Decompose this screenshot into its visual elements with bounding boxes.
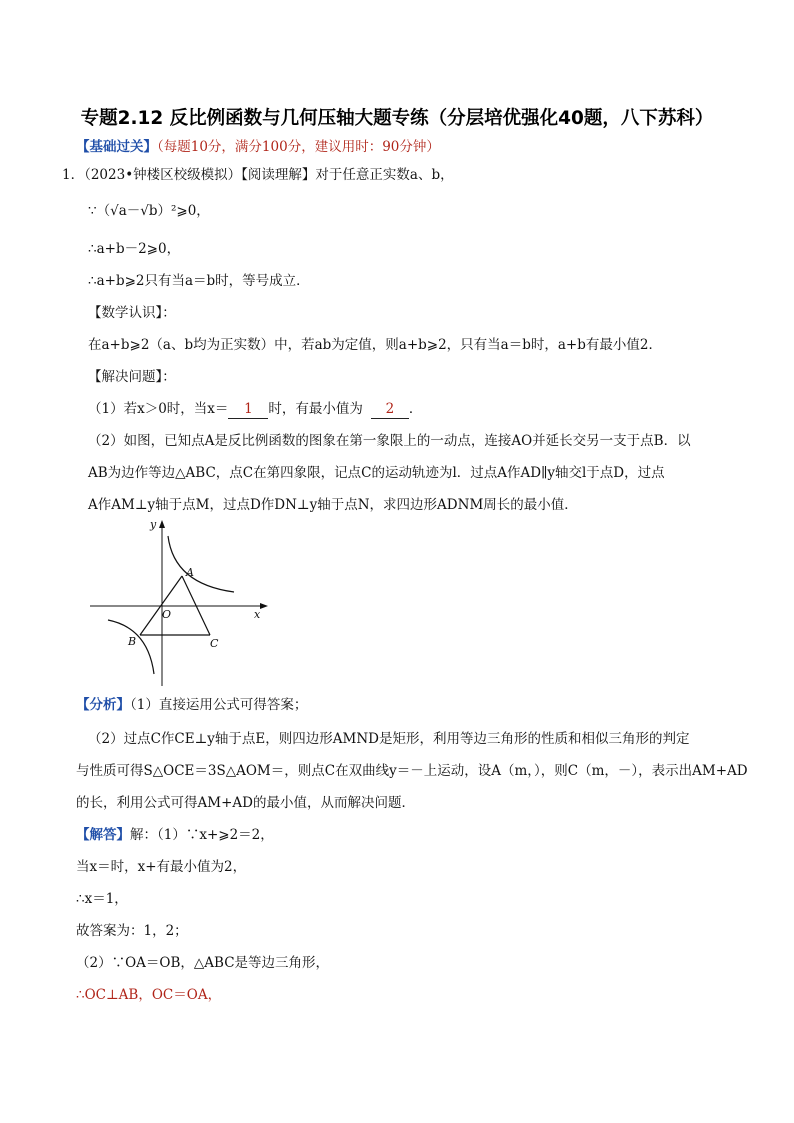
subsection-heading: 【数学认识】： — [88, 305, 176, 321]
analysis-line-2: （2）过点C作CE⊥y轴于点E，则四边形AMND是矩形，利用等边三角形的性质和相似三角形的判定 — [88, 731, 690, 747]
part-1-prefix: （1）若x＞0时，当x＝ — [88, 401, 229, 417]
answer-blank-2: 2 — [371, 400, 409, 419]
page-title: 专题2.12 反比例函数与几何压轴大题专练（分层培优强化40题，八下苏科） — [80, 108, 714, 129]
analysis-line-1 — [76, 696, 307, 714]
subsection-heading: 【解决问题】： — [88, 369, 176, 385]
question-line-3: ∴a+b⩾2只有当a＝b时，等号成立． — [88, 273, 310, 289]
analysis-line-3: 与性质可得S△OCE＝3S△AOM＝，则点C在双曲线y＝－上运动，设A（m，），则C（m，－），表示出AM+AD — [76, 763, 748, 779]
section-header — [76, 138, 440, 156]
y-axis-arrow — [159, 520, 165, 528]
part-2-line-c: A作AM⊥y轴于点M，过点D作DN⊥y轴于点N，求四边形ADNM周长的最小值． — [88, 497, 578, 513]
question-line-1: ∵（√a－√b）²⩾0， — [88, 203, 210, 219]
solution-line-2: 当x＝时，x+有最小值为2， — [76, 859, 247, 875]
part-2-line-b: AB为边作等边△ABC，点C在第四象限，记点C的运动轨迹为l．过点A作AD∥y轴交l于点D，过点 — [88, 465, 665, 481]
part-1-line — [88, 400, 422, 419]
solution-line-1 — [76, 826, 274, 844]
question-line-2: ∴a+b－2⩾0， — [88, 241, 181, 257]
hyperbola-figure — [88, 514, 274, 690]
x-axis-label: x — [254, 608, 261, 621]
analysis-tag: 【分析】 — [76, 697, 130, 713]
y-axis-label: y — [150, 518, 157, 531]
solution-line-3: ∴x＝1， — [76, 891, 128, 907]
answer-blank-1: 1 — [228, 400, 268, 419]
section-note: （每题10分，满分100分，建议用时：90分钟） — [157, 139, 440, 155]
hyperbola-branch-q1 — [168, 536, 234, 592]
origin-label: O — [162, 608, 172, 621]
question-line-4: 在a+b⩾2（a、b均为正实数）中，若ab为定值，则a+b⩾2，只有当a＝b时，a+b有最小值2． — [88, 337, 662, 353]
part-1-middle: 时，有最小值为 — [268, 401, 363, 417]
point-c-label: C — [210, 637, 219, 650]
section-tag: 【基础过关】 — [76, 139, 157, 155]
solution-text-1: 解：（1）∵x+⩾2＝2， — [130, 827, 274, 843]
solution-line-5: （2）∵OA＝OB，△ABC是等边三角形， — [76, 955, 330, 971]
part-1-end: ． — [408, 401, 423, 417]
solution-tag: 【解答】 — [76, 827, 130, 843]
point-b-label: B — [128, 635, 137, 648]
analysis-line-4: 的长，利用公式可得AM+AD的最小值，从而解决问题． — [76, 795, 415, 811]
part-2-line-a: （2）如图，已知点A是反比例函数的图象在第一象限上的一动点，连接AO并延长交另一支于点B．以 — [88, 433, 691, 449]
point-a-label: A — [186, 566, 194, 579]
solution-line-4: 故答案为：1，2； — [76, 923, 188, 939]
analysis-text-1: （1）直接运用公式可得答案； — [130, 697, 308, 713]
solution-line-6: ∴OC⊥AB，OC＝OA， — [76, 987, 222, 1003]
question-intro: 1．（2023•钟楼区校级模拟）【阅读理解】对于任意正实数a、b， — [62, 167, 454, 183]
x-axis-arrow — [260, 603, 268, 609]
